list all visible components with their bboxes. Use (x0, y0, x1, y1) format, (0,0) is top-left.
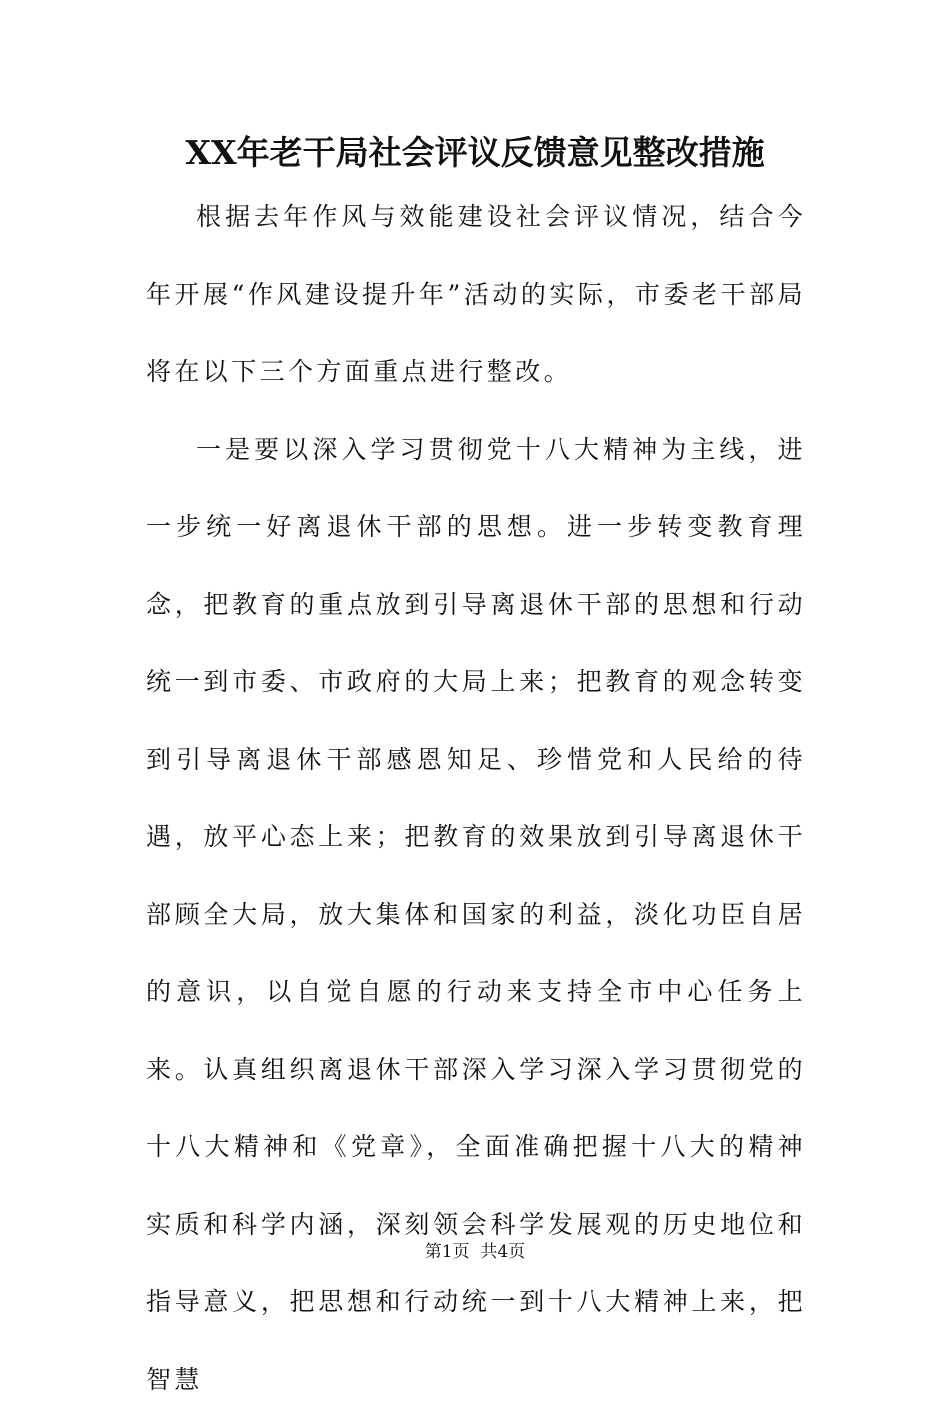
paragraph-point-one: 一是要以深入学习贯彻党十八大精神为主线，进一步统一好离退休干部的思想。进一步转变教育理念，把教育的重点放到引导离退休干部的思想和行动统一到市委、市政府的大局上来；把教育的观念转变到引导离退休干部感恩知足、珍惜党和人民给的待遇，放平心态上来；把教育的效果放到引导离退休干部顾全大局，放大集体和国家的利益，淡化功臣自居的意识，以自觉自愿的行动来支持全市中心任务上来。认真组织离退休干部深入学习深入学习贯彻党的十八大精神和《党章》，全面准确把握十八大的精神实质和科学内涵，深刻领会科学发展观的历史地位和指导意义，把思想和行动统一到十八大精神上来，把智慧 (146, 411, 806, 1418)
document-title: XX年老干局社会评议反馈意见整改措施 (0, 128, 950, 178)
paragraph-intro: 根据去年作风与效能建设社会评议情况，结合今年开展“作风建设提升年”活动的实际，市委老干部局将在以下三个方面重点进行整改。 (146, 178, 806, 411)
page-footer (0, 1240, 950, 1264)
document-body (146, 178, 806, 1418)
page-number: 第1页 (425, 1242, 470, 1262)
page-total: 共4页 (480, 1242, 525, 1262)
